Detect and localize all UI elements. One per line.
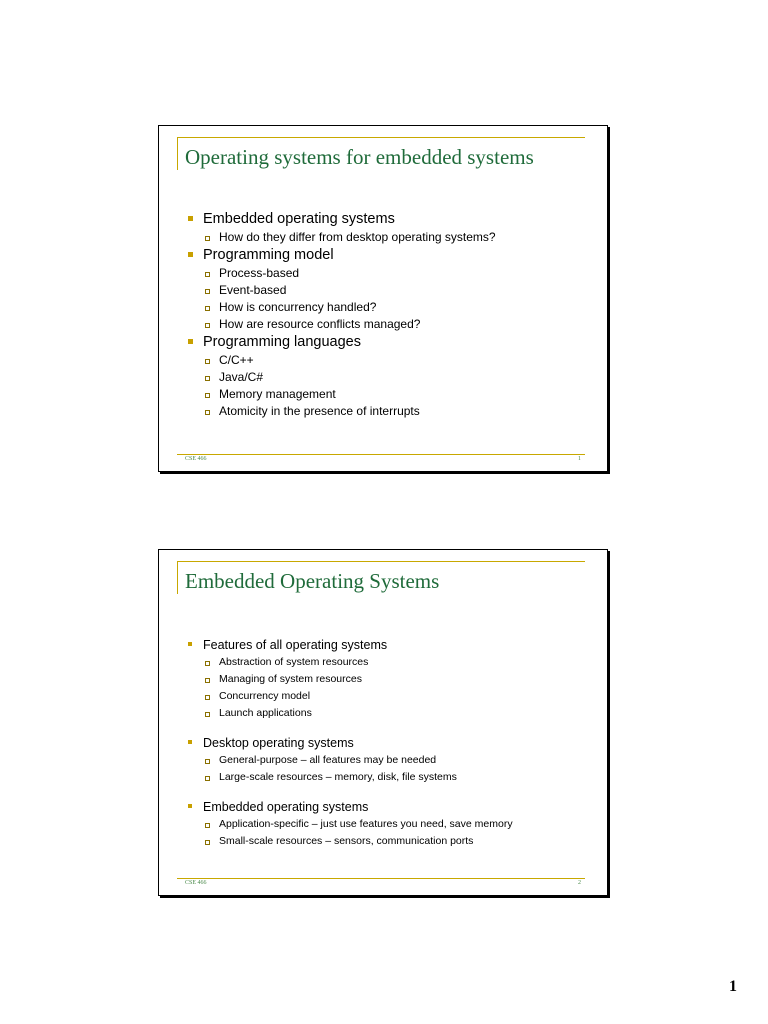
- hollow-square-bullet-icon: [205, 393, 210, 398]
- slide-2: [158, 549, 608, 896]
- sub-bullet-text: Managing of system resources: [219, 673, 362, 685]
- square-bullet-icon: [188, 252, 193, 257]
- footer-slide-number: 1: [578, 456, 581, 462]
- sub-bullet-text: Event-based: [219, 283, 287, 297]
- square-bullet-icon: [188, 642, 192, 646]
- sub-bullet-item: [185, 705, 595, 722]
- bullet-item: [185, 636, 595, 654]
- sub-bullet-text: Process-based: [219, 266, 300, 280]
- sub-bullet-item: [185, 265, 595, 282]
- footer-course: CSE 466: [185, 456, 207, 462]
- sub-bullet-item: [185, 654, 595, 671]
- sub-bullet-text: Concurrency model: [219, 690, 311, 702]
- sub-bullet-item: [185, 229, 595, 246]
- sub-bullet-text: Launch applications: [219, 707, 312, 719]
- hollow-square-bullet-icon: [205, 236, 210, 241]
- sub-bullet-text: Memory management: [219, 387, 336, 401]
- bullet-text: Embedded operating systems: [203, 800, 369, 814]
- sub-bullet-text: Large-scale resources – memory, disk, file systems: [219, 771, 457, 783]
- hollow-square-bullet-icon: [205, 776, 210, 781]
- footer-rule: [177, 878, 585, 879]
- sub-bullet-text: Small-scale resources – sensors, communication ports: [219, 835, 474, 847]
- footer-course: CSE 466: [185, 880, 207, 886]
- title-rule: [177, 137, 585, 138]
- slide-1: [158, 125, 608, 472]
- hollow-square-bullet-icon: [205, 323, 210, 328]
- square-bullet-icon: [188, 740, 192, 744]
- bullet-text: Desktop operating systems: [203, 736, 354, 750]
- hollow-square-bullet-icon: [205, 840, 210, 845]
- footer-rule: [177, 454, 585, 455]
- sub-bullet-item: [185, 386, 595, 403]
- square-bullet-icon: [188, 216, 193, 221]
- sub-bullet-item: [185, 752, 595, 769]
- bullet-group: [185, 798, 595, 850]
- bullet-item: [185, 246, 595, 265]
- slide-body: [185, 210, 595, 420]
- sub-bullet-item: [185, 403, 595, 420]
- hollow-square-bullet-icon: [205, 695, 210, 700]
- sub-bullet-item: [185, 833, 595, 850]
- sub-bullet-item: [185, 816, 595, 833]
- hollow-square-bullet-icon: [205, 359, 210, 364]
- slide-title: Embedded Operating Systems: [185, 569, 440, 593]
- sub-bullet-text: Atomicity in the presence of interrupts: [219, 404, 420, 418]
- sub-bullet-text: How are resource conflicts managed?: [219, 317, 421, 331]
- sub-bullet-text: How do they differ from desktop operating systems?: [219, 230, 496, 244]
- hollow-square-bullet-icon: [205, 376, 210, 381]
- bullet-item: [185, 210, 595, 229]
- hollow-square-bullet-icon: [205, 410, 210, 415]
- sub-bullet-text: How is concurrency handled?: [219, 300, 377, 314]
- sub-bullet-item: [185, 282, 595, 299]
- title-bar: [177, 562, 178, 594]
- square-bullet-icon: [188, 804, 192, 808]
- sub-bullet-item: [185, 769, 595, 786]
- sub-bullet-item: [185, 369, 595, 386]
- sub-bullet-text: General-purpose – all features may be needed: [219, 754, 437, 766]
- sub-bullet-text: Abstraction of system resources: [219, 656, 369, 668]
- bullet-text: Features of all operating systems: [203, 638, 388, 652]
- footer-slide-number: 2: [578, 880, 581, 886]
- hollow-square-bullet-icon: [205, 272, 210, 277]
- hollow-square-bullet-icon: [205, 712, 210, 717]
- sub-bullet-item: [185, 688, 595, 705]
- sub-bullet-item: [185, 671, 595, 688]
- sub-bullet-text: Application-specific – just use features you need, save memory: [219, 818, 513, 830]
- hollow-square-bullet-icon: [205, 661, 210, 666]
- bullet-text: Programming languages: [203, 334, 361, 350]
- sub-bullet-text: Java/C#: [219, 370, 264, 384]
- title-rule: [177, 561, 585, 562]
- bullet-item: [185, 734, 595, 752]
- hollow-square-bullet-icon: [205, 306, 210, 311]
- title-bar: [177, 138, 178, 170]
- square-bullet-icon: [188, 339, 193, 344]
- bullet-item: [185, 333, 595, 352]
- hollow-square-bullet-icon: [205, 678, 210, 683]
- sub-bullet-text: C/C++: [219, 353, 254, 367]
- page-number: 1: [729, 978, 737, 995]
- hollow-square-bullet-icon: [205, 759, 210, 764]
- sub-bullet-item: [185, 299, 595, 316]
- sub-bullet-item: [185, 316, 595, 333]
- slide-body: [185, 636, 595, 862]
- bullet-group: [185, 734, 595, 786]
- bullet-item: [185, 798, 595, 816]
- hollow-square-bullet-icon: [205, 823, 210, 828]
- hollow-square-bullet-icon: [205, 289, 210, 294]
- sub-bullet-item: [185, 352, 595, 369]
- bullet-text: Embedded operating systems: [203, 211, 395, 227]
- slide-title: Operating systems for embedded systems: [185, 145, 534, 169]
- bullet-group: [185, 636, 595, 722]
- bullet-text: Programming model: [203, 247, 334, 263]
